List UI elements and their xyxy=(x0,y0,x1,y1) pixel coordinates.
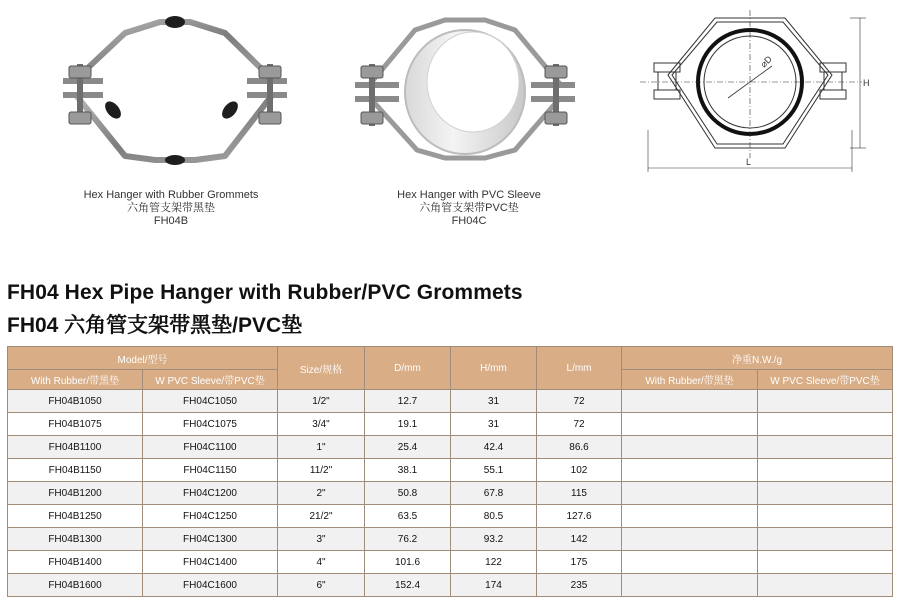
table-cell xyxy=(622,528,758,551)
table-cell: 122 xyxy=(451,551,537,574)
table-cell: FH04B1300 xyxy=(8,528,143,551)
table-row xyxy=(8,436,893,459)
table-cell xyxy=(758,551,893,574)
table-row xyxy=(8,390,893,413)
table-cell xyxy=(622,505,758,528)
table-cell: 86.6 xyxy=(537,436,622,459)
table-cell: 152.4 xyxy=(365,574,451,597)
table-cell: FH04C1100 xyxy=(143,436,278,459)
table-cell: FH04C1300 xyxy=(143,528,278,551)
table-cell: FH04B1400 xyxy=(8,551,143,574)
table-cell: 4" xyxy=(278,551,365,574)
hex-hanger-pvc-image xyxy=(345,12,585,177)
table-cell: 42.4 xyxy=(451,436,537,459)
table-cell: FH04C1200 xyxy=(143,482,278,505)
table-cell: FH04B1600 xyxy=(8,574,143,597)
table-cell xyxy=(758,390,893,413)
table-cell: FH04B1150 xyxy=(8,459,143,482)
table-cell: 3/4" xyxy=(278,413,365,436)
table-cell: 50.8 xyxy=(365,482,451,505)
table-cell: 19.1 xyxy=(365,413,451,436)
table-cell: FH04C1050 xyxy=(143,390,278,413)
header-nw-pvc: W PVC Sleeve/带PVC垫 xyxy=(758,370,893,390)
table-cell: 2" xyxy=(278,482,365,505)
table-cell: FH04B1250 xyxy=(8,505,143,528)
table-cell xyxy=(758,528,893,551)
header-l: L/mm xyxy=(537,347,622,390)
table-cell xyxy=(758,482,893,505)
table-cell xyxy=(758,413,893,436)
header-with-rubber: With Rubber/带黑垫 xyxy=(8,370,143,390)
table-cell xyxy=(622,574,758,597)
table-cell: 175 xyxy=(537,551,622,574)
table-cell xyxy=(622,436,758,459)
table-cell xyxy=(758,574,893,597)
table-cell xyxy=(622,551,758,574)
table-cell xyxy=(758,505,893,528)
table-cell: FH04B1050 xyxy=(8,390,143,413)
table-cell xyxy=(622,390,758,413)
product-code: FH04B xyxy=(153,215,189,227)
product-name-en: Hex Hanger with PVC Sleeve xyxy=(397,189,541,201)
table-cell: 80.5 xyxy=(451,505,537,528)
table-cell: 3" xyxy=(278,528,365,551)
dim-height-label: H xyxy=(863,78,870,88)
table-row xyxy=(8,482,893,505)
header-model: Model/型号 xyxy=(8,347,278,370)
table-cell: FH04C1250 xyxy=(143,505,278,528)
page-title: FH04 Hex Pipe Hanger with Rubber/PVC Grommets xyxy=(7,281,523,304)
header-w-pvc-sleeve: W PVC Sleeve/带PVC垫 xyxy=(143,370,278,390)
product-name-en: Hex Hanger with Rubber Grommets xyxy=(83,189,259,201)
table-cell: 1" xyxy=(278,436,365,459)
table-cell: FH04C1600 xyxy=(143,574,278,597)
product-name-cn: 六角管支架带黑垫 xyxy=(127,202,215,214)
table-cell: 72 xyxy=(537,413,622,436)
table-cell: 63.5 xyxy=(365,505,451,528)
table-cell: 174 xyxy=(451,574,537,597)
table-cell xyxy=(622,413,758,436)
product-caption-rubber xyxy=(60,189,282,228)
table-cell xyxy=(758,436,893,459)
table-cell: 115 xyxy=(537,482,622,505)
page-title-cn: FH04 六角管支架带黑垫/PVC垫 xyxy=(7,314,303,337)
header-h: H/mm xyxy=(451,347,537,390)
header-net-weight: 净重N.W./g xyxy=(622,347,893,370)
table-cell xyxy=(622,482,758,505)
table-cell: 6" xyxy=(278,574,365,597)
dim-length-label: L xyxy=(746,157,752,167)
table-row xyxy=(8,574,893,597)
table-cell: 21/2" xyxy=(278,505,365,528)
table-cell: 38.1 xyxy=(365,459,451,482)
hex-hanger-rubber-image xyxy=(55,8,295,178)
table-cell: 1/2" xyxy=(278,390,365,413)
table-cell: FH04B1200 xyxy=(8,482,143,505)
table-cell: 235 xyxy=(537,574,622,597)
table-cell: 142 xyxy=(537,528,622,551)
table-row xyxy=(8,459,893,482)
product-caption-pvc xyxy=(356,189,582,228)
dim-diameter-label: ⌀D xyxy=(758,53,774,70)
table-cell: 127.6 xyxy=(537,505,622,528)
table-cell: 76.2 xyxy=(365,528,451,551)
table-cell: 12.7 xyxy=(365,390,451,413)
table-cell: 25.4 xyxy=(365,436,451,459)
table-cell: FH04B1075 xyxy=(8,413,143,436)
header-size: Size/规格 xyxy=(278,347,365,390)
table-cell: 102 xyxy=(537,459,622,482)
table-cell: 31 xyxy=(451,390,537,413)
table-row xyxy=(8,528,893,551)
header-nw-rubber: With Rubber/带黑垫 xyxy=(622,370,758,390)
table-row xyxy=(8,413,893,436)
table-row xyxy=(8,551,893,574)
table-cell xyxy=(758,459,893,482)
spec-table xyxy=(7,346,893,597)
table-cell: 55.1 xyxy=(451,459,537,482)
table-cell: FH04C1400 xyxy=(143,551,278,574)
table-cell: 93.2 xyxy=(451,528,537,551)
product-name-cn: 六角管支架带PVC垫 xyxy=(419,202,519,214)
table-row xyxy=(8,505,893,528)
technical-drawing xyxy=(640,10,870,178)
table-cell: FH04C1150 xyxy=(143,459,278,482)
table-cell: 72 xyxy=(537,390,622,413)
table-cell: 101.6 xyxy=(365,551,451,574)
table-cell: FH04B1100 xyxy=(8,436,143,459)
table-cell xyxy=(622,459,758,482)
table-cell: 11/2" xyxy=(278,459,365,482)
header-d: D/mm xyxy=(365,347,451,390)
table-cell: 67.8 xyxy=(451,482,537,505)
table-cell: FH04C1075 xyxy=(143,413,278,436)
product-code: FH04C xyxy=(451,215,487,227)
table-cell: 31 xyxy=(451,413,537,436)
